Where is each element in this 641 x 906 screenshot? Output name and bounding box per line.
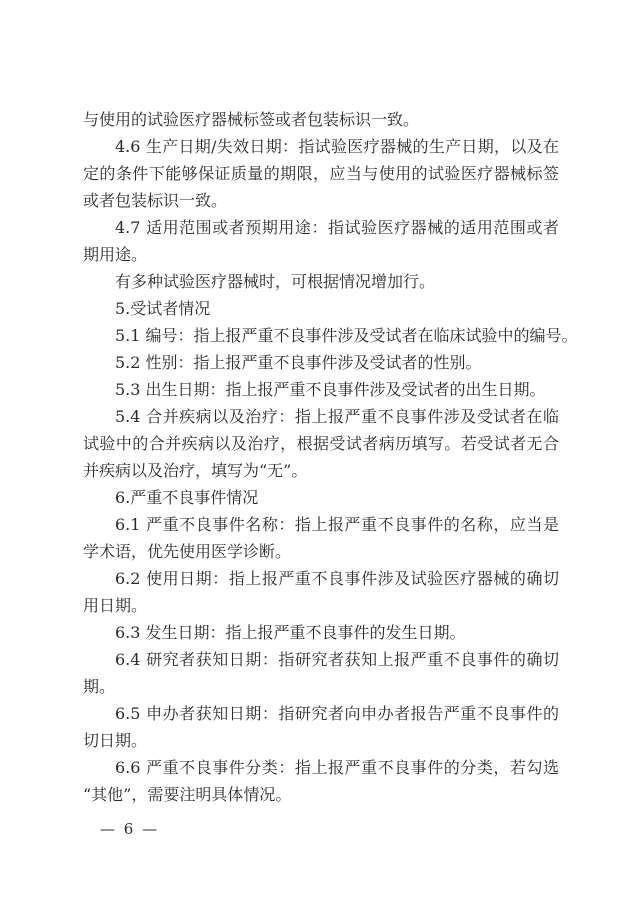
paragraph (83, 268, 559, 295)
text-line: 或者包装标识一致。 (83, 191, 228, 210)
paragraph (83, 214, 559, 268)
text-line: 4.7 适用范围或者预期用途：指试验医疗器械的适用范围或者 (115, 218, 559, 237)
paragraph (83, 511, 559, 565)
text-line: 6.2 使用日期：指上报严重不良事件涉及试验医疗器械的确切 (115, 569, 559, 588)
text-line: 5.3 出生日期：指上报严重不良事件涉及受试者的出生日期。 (115, 380, 546, 399)
text-line: 5.2 性别：指上报严重不良事件涉及受试者的性别。 (115, 353, 482, 372)
text-line: 6.1 严重不良事件名称：指上报严重不良事件的名称，应当是 (115, 515, 559, 534)
paragraph (83, 646, 559, 700)
text-line: 6.4 研究者获知日期：指研究者获知上报严重不良事件的确切 (115, 650, 559, 669)
paragraph (83, 295, 559, 322)
text-line: 学术语，优先使用医学诊断。 (83, 542, 292, 561)
text-line: 6.3 发生日期：指上报严重不良事件的发生日期。 (115, 623, 466, 642)
text-line: 试验中的合并疾病以及治疗，根据受试者病历填写。若受试者无合 (83, 434, 559, 453)
text-line: 切日期。 (83, 731, 148, 750)
paragraph (83, 403, 559, 484)
paragraph (83, 754, 559, 808)
paragraph (83, 619, 559, 646)
paragraph (83, 484, 559, 511)
paragraph (83, 322, 578, 349)
text-line: 6.5 申办者获知日期：指研究者向申办者报告严重不良事件的 (115, 704, 559, 723)
paragraph (83, 133, 559, 214)
text-line: 并疾病以及治疗，填写为“无”。 (83, 461, 308, 480)
text-line: 有多种试验医疗器械时，可根据情况增加行。 (115, 272, 436, 291)
paragraph (83, 106, 559, 133)
text-line: 6.6 严重不良事件分类：指上报严重不良事件的分类，若勾选 (115, 758, 559, 777)
text-line: 定的条件下能够保证质量的期限，应当与使用的试验医疗器械标签 (83, 164, 559, 183)
document-body (83, 106, 578, 808)
text-line: 5.受试者情况 (115, 299, 211, 318)
paragraph (83, 349, 559, 376)
paragraph (83, 376, 559, 403)
text-line: 期。 (83, 677, 116, 696)
paragraph (83, 565, 559, 619)
page-number: — 6 — (100, 820, 160, 838)
text-line: 5.1 编号：指上报严重不良事件涉及受试者在临床试验中的编号。 (115, 326, 578, 345)
text-line: 6.严重不良事件情况 (115, 488, 259, 507)
text-line: “其他”，需要注明具体情况。 (83, 785, 292, 804)
text-line: 4.6 生产日期/失效日期：指试验医疗器械的生产日期，以及在 (115, 137, 559, 156)
text-line: 期用途。 (83, 245, 148, 264)
text-line: 5.4 合并疾病以及治疗：指上报严重不良事件涉及受试者在临 (115, 407, 559, 426)
text-line: 用日期。 (83, 596, 148, 615)
text-line: 与使用的试验医疗器械标签或者包装标识一致。 (83, 110, 420, 129)
paragraph (83, 700, 559, 754)
